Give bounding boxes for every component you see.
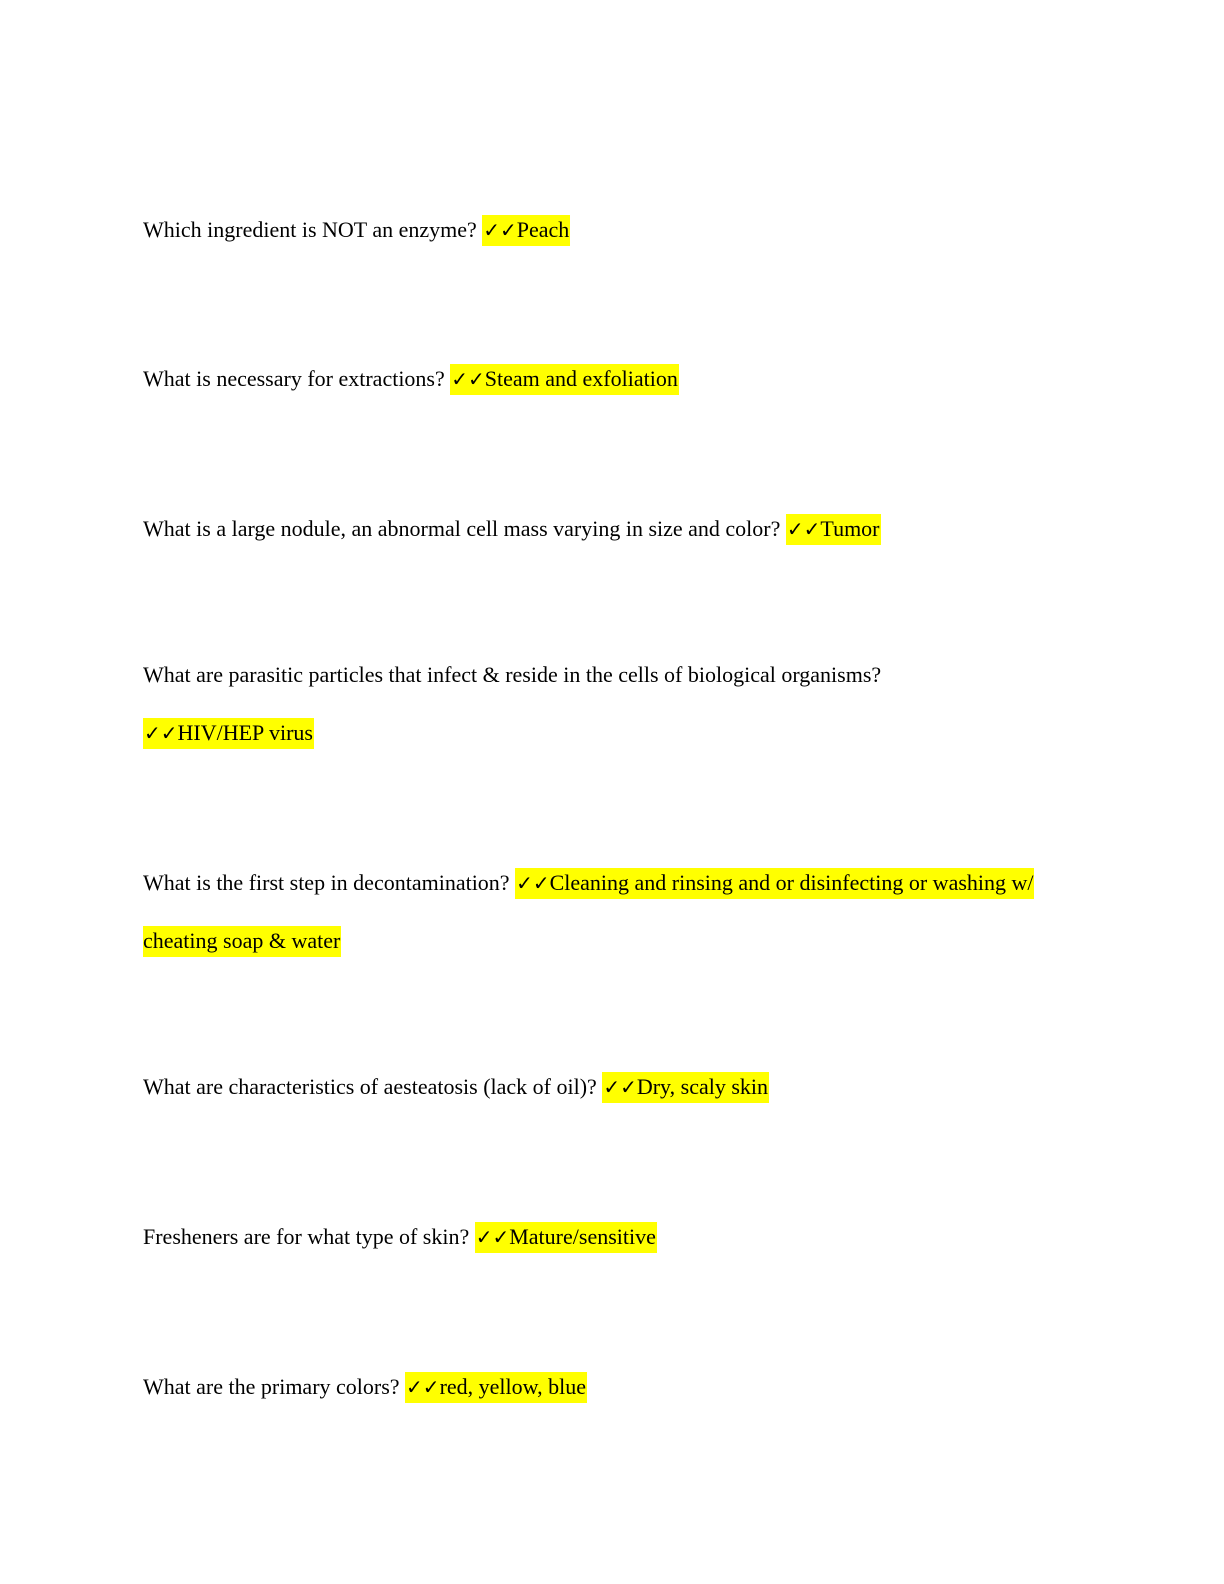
question-text: What is necessary for extractions?	[143, 366, 451, 391]
qa-item	[143, 646, 1043, 762]
question-text: Fresheners are for what type of skin?	[143, 1224, 475, 1249]
double-check-icon: ✓✓	[451, 367, 485, 391]
answer-highlight	[143, 718, 314, 749]
double-check-icon: ✓✓	[786, 517, 821, 541]
question-text: What is a large nodule, an abnormal cell mass varying in size and color?	[143, 516, 786, 541]
qa-item	[143, 1358, 1043, 1416]
double-check-icon: ✓✓	[603, 1075, 637, 1099]
double-check-icon: ✓✓	[483, 218, 517, 242]
answer-text: Peach	[516, 217, 570, 242]
answer-highlight	[482, 215, 570, 246]
answer-text: HIV/HEP virus	[177, 720, 313, 745]
answer-highlight	[602, 1072, 769, 1103]
qa-item	[143, 350, 1043, 408]
question-text: What are characteristics of aesteatosis (lack of oil)?	[143, 1074, 603, 1099]
qa-item	[143, 201, 1043, 259]
double-check-icon: ✓✓	[406, 1375, 440, 1399]
answer-text: Mature/sensitive	[509, 1224, 656, 1249]
answer-highlight	[786, 514, 881, 545]
answer-highlight	[475, 1222, 657, 1253]
double-check-icon: ✓✓	[475, 1225, 510, 1249]
answer-highlight	[405, 1372, 587, 1403]
question-text: What is the first step in decontamination?	[143, 870, 516, 895]
answer-text: Cleaning and rinsing and or disinfecting or washing w/ cheating soap & water	[143, 870, 1034, 953]
qa-item	[143, 1208, 1043, 1266]
double-check-icon: ✓✓	[516, 871, 550, 895]
question-text: Which ingredient is NOT an enzyme?	[143, 217, 483, 242]
qa-item	[143, 1058, 1043, 1116]
answer-text: red, yellow, blue	[439, 1374, 586, 1399]
question-text: What are parasitic particles that infect & reside in the cells of biological organisms?	[143, 662, 882, 687]
question-text: What are the primary colors?	[143, 1374, 406, 1399]
double-check-icon: ✓✓	[144, 721, 178, 745]
qa-item	[143, 854, 1043, 970]
answer-highlight	[450, 364, 679, 395]
answer-text: Dry, scaly skin	[636, 1074, 769, 1099]
qa-item	[143, 500, 1043, 558]
answer-text: Tumor	[820, 516, 880, 541]
answer-text: Steam and exfoliation	[484, 366, 678, 391]
